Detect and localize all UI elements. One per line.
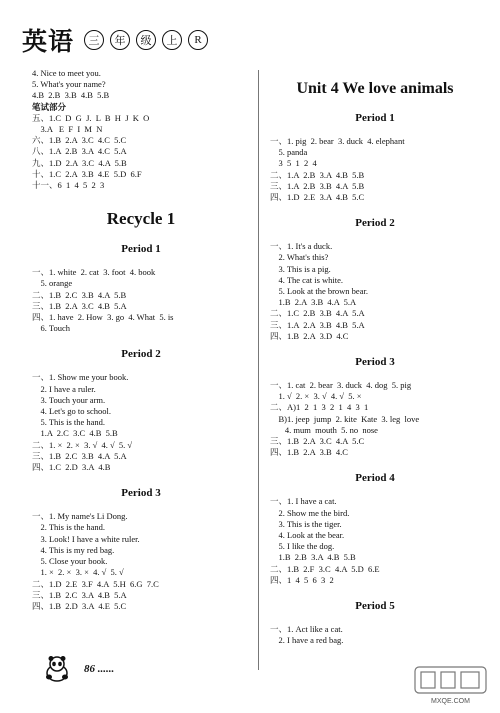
answer-line: 2. Show me the bird. — [270, 507, 350, 518]
answer-line: 1. √ 2. × 3. √ 4. √ 5. × — [270, 391, 362, 402]
answer-line: 5. orange — [32, 278, 73, 289]
answer-line: 四、1. have 2. How 3. go 4. What 5. is — [32, 312, 174, 323]
answer-line: 九、1.D 2.A 3.C 4.A 5.B — [32, 157, 127, 168]
answer-line: 二、1.B 2.C 3.B 4.A 5.B — [32, 289, 127, 300]
period-heading: Period 5 — [355, 600, 395, 613]
period-heading: Period 1 — [121, 243, 161, 256]
answer-line: 一、1. It's a duck. — [270, 241, 333, 252]
grade-badge-3: 级 — [136, 30, 156, 50]
grade-badge-2: 年 — [110, 30, 130, 50]
answer-line: 1. × 2. × 3. × 4. √ 5. √ — [32, 567, 124, 578]
page-footer — [42, 655, 114, 683]
grade-badge-5: R — [188, 30, 208, 50]
book-title: 英语 — [22, 29, 75, 56]
answer-line: 5. I like the dog. — [270, 541, 335, 552]
unit-title: Unit 4 We love animals — [296, 80, 454, 97]
answer-line: 二、A)1 2 1 3 2 1 4 3 1 — [270, 402, 369, 413]
answer-line: 4. The cat is white. — [270, 274, 344, 285]
watermark-text: MXQE.COM — [431, 698, 470, 705]
answer-line: 一、1. pig 2. bear 3. duck 4. elephant — [270, 136, 405, 146]
answer-line: 三、1.B 2.A 3.C 4.A 5.C — [270, 436, 365, 447]
answer-line: 4. This is my red bag. — [32, 544, 115, 555]
panda-mascot-icon — [42, 655, 72, 683]
answer-line: 3. Look! I have a white ruler. — [32, 533, 140, 544]
grade-badge-4: 上 — [162, 30, 182, 50]
column-divider — [258, 70, 259, 670]
answer-line: 一、1. Act like a cat. — [270, 624, 343, 635]
answer-line: 一、1. I have a cat. — [270, 496, 337, 507]
answer-line: 3. This is a pig. — [270, 263, 331, 274]
period-heading: Period 3 — [121, 487, 161, 500]
answer-line: 四、1.B 2.D 3.A 4.E 5.C — [32, 600, 127, 611]
answer-line: 四、1.D 2.E 3.A 4.B 5.C — [270, 192, 365, 203]
answer-line: 六、1.B 2.A 3.C 4.C 5.C — [32, 135, 127, 146]
period-heading: Period 2 — [355, 217, 395, 230]
period-heading: Period 2 — [121, 348, 161, 361]
answer-line: 一、1. white 2. cat 3. foot 4. book — [32, 267, 156, 278]
page-header — [22, 22, 214, 58]
answer-line: 四、1 4 5 6 3 2 — [270, 574, 334, 585]
answer-line: 一、1. Show me your book. — [32, 372, 129, 383]
answer-line: 5. This is the hand. — [32, 417, 106, 428]
written-section-label: 笔试部分 — [32, 101, 67, 112]
answer-line: 6. Touch — [32, 323, 70, 334]
answer-line: 三、1.B 2.A 3.C 4.B 5.A — [32, 300, 127, 311]
answer-line: 五、1.C D G J. L B H J K O — [32, 112, 150, 123]
answer-line: 一、1. cat 2. bear 3. duck 4. dog 5. pig — [270, 380, 412, 391]
answer-line: 2. This is the hand. — [32, 522, 106, 533]
period-heading: Period 1 — [355, 112, 395, 124]
period-heading: Period 3 — [355, 356, 395, 369]
answer-line: 八、1.A 2.B 3.A 4.C 5.A — [32, 146, 127, 157]
answer-line: 二、1.C 2.B 3.B 4.A 5.A — [270, 308, 365, 319]
recycle-title: Recycle 1 — [106, 209, 176, 229]
answer-line: 三、1.B 2.C 3.B 4.A 5.A — [32, 450, 127, 461]
answer-line: 4. Look at the bear. — [270, 530, 345, 541]
answer-line: 十、1.C 2.A 3.B 4.E 5.D 6.F — [32, 168, 142, 179]
answer-line: 3. This is the tiger. — [270, 518, 342, 529]
answer-line: 2. What's this? — [270, 252, 329, 263]
answer-line: 4. Nice to meet you. — [32, 68, 101, 78]
page-number: 86 ...... — [84, 663, 115, 675]
answer-line: 3. Touch your arm. — [32, 394, 106, 405]
answer-line: 4. Let's go to school. — [32, 406, 111, 417]
answer-line: 1.A 2.C 3.C 4.B 5.B — [32, 428, 118, 439]
answer-line: 3.A E F I M N — [32, 124, 103, 135]
answer-line: 4. mum mouth 5. no nose — [270, 424, 378, 435]
answer-line: 四、1.C 2.D 3.A 4.B — [32, 462, 111, 473]
answer-line: 5. panda — [270, 147, 308, 158]
answer-line: 三、1.A 2.B 3.B 4.A 5.B — [270, 180, 365, 191]
right-column — [270, 68, 480, 647]
answer-line: 四、1.B 2.A 3.D 4.C — [270, 330, 349, 341]
answer-line: 5. Look at the brown bear. — [270, 286, 368, 297]
answer-line: 十一、6 1 4 5 2 3 — [32, 180, 105, 191]
answer-line: 四、1.B 2.A 3.B 4.C — [270, 447, 348, 458]
answer-line: 二、1. × 2. × 3. √ 4. √ 5. √ — [32, 439, 133, 450]
answer-line: 1.B 2.B 3.A 4.B 5.B — [270, 552, 356, 563]
left-column — [32, 68, 250, 612]
answer-line: 5. Close your book. — [32, 556, 108, 567]
answer-line: 2. I have a red bag. — [270, 635, 344, 646]
answer-line: B)1. jeep jump 2. kite Kate 3. leg love — [270, 413, 420, 424]
answer-line: 3 5 1 2 4 — [270, 158, 317, 169]
answer-line: 三、1.A 2.A 3.B 4.B 5.A — [270, 319, 365, 330]
answer-line: 二、1.B 2.F 3.C 4.A 5.D 6.E — [270, 563, 380, 574]
answer-line: 5. What's your name? — [32, 79, 106, 90]
answer-line: 二、1.D 2.E 3.F 4.A 5.H 6.G 7.C — [32, 578, 159, 589]
answer-line: 4.B 2.B 3.B 4.B 5.B — [32, 90, 110, 101]
answer-line: 2. I have a ruler. — [32, 383, 96, 394]
answer-line: 一、1. My name's Li Dong. — [32, 511, 128, 522]
answer-line: 二、1.A 2.B 3.A 4.B 5.B — [270, 169, 365, 180]
answer-line: 三、1.B 2.C 3.A 4.B 5.A — [32, 589, 127, 600]
answer-line: 1.B 2.A 3.B 4.A 5.A — [270, 297, 357, 308]
period-heading: Period 4 — [355, 472, 395, 485]
site-watermark-logo — [413, 665, 488, 707]
grade-badge-1: 三 — [84, 30, 104, 50]
